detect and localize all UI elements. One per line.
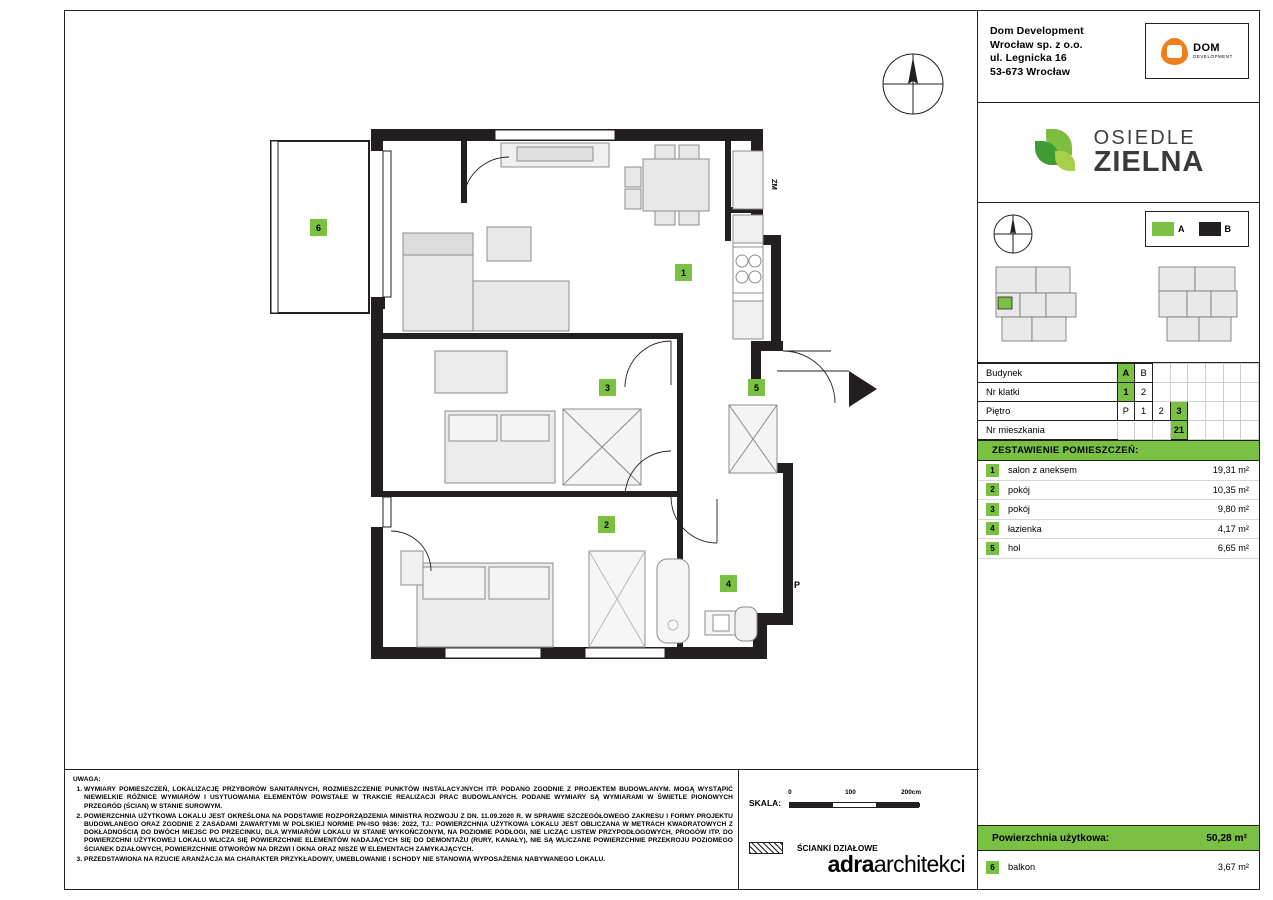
table-row-floor — [978, 402, 1259, 421]
legend-label-a: A — [1178, 224, 1185, 234]
room-number-1: 1 — [986, 464, 999, 477]
scale-row — [749, 789, 937, 814]
cell-apartment-number[interactable]: 21 — [1170, 421, 1188, 440]
key-plan-block — [978, 203, 1259, 363]
partition-wall-label: ŚCIANKI DZIAŁOWE — [797, 843, 878, 853]
note-item-2: 2. POWIERZCHNIA UŻYTKOWA LOKALU JEST OKREŚLONA NA PODSTAWIE ROZPORZĄDZENIA MINISTRA ROZWOJU Z DN. 11.09.2020 R. W SPRAWIE SZCZEGÓŁOWEGO ZAKRESU I FORMY PROJEKTU BUDOWLANEGO ORAZ ZGODNIE Z ZASADAMI ZAWARTYMI W POLSKIEJ NORMIE PN-ISO 9836: 2022, TJ.: POWIERZCHNIA UŻYTKOWA LOKALU JEST OBLICZANA W METRACH KWADRATOWYCH Z DOKŁADNOŚCIĄ DO DWÓCH MIEJSC PO PRZECINKU, DLA WYMIARÓW LOKALU W STANIE WYKOŃCZONYM, NA POZIOMIE PODŁOGI, NIE LICZĄC LISTEW PRZYPODŁOGOWYCH, PROGÓW ITP. DO POWIERZCHNI UŻYTKOWEJ LOKALU WLICZA SIĘ POWIERZCHNIE ELEMENTÓW NADAJĄCYCH SIĘ DO DEMONTAŻU (RURY, KANAŁY), NIE SĄ WLICZANE POWIERZCHNIE PRZEKROJU POZIOMEGO ŚCIANEK DZIAŁOWYCH, POWIERZCHNIE OTWORÓW NA DRZWI I OKNA ORAZ NISZE W ELEMENTACH ZAMYKAJĄCYCH. — [84, 813, 733, 854]
room-name-4: łazienka — [1008, 523, 1042, 534]
leaf-icon — [1033, 127, 1085, 179]
room-tag-1: 1 — [675, 264, 692, 281]
cell-building-a[interactable]: A — [1117, 364, 1135, 383]
rooms-table-header: ZESTAWIENIE POMIESZCZEŃ: — [978, 441, 1259, 461]
scale-and-legend — [738, 770, 979, 890]
dom-logo-text: DOM — [1193, 41, 1220, 54]
scale-ruler — [788, 789, 937, 814]
room-row-2 — [978, 481, 1259, 501]
room-area-1: 19,31 m² — [1212, 465, 1249, 476]
row-label-apartment: Nr mieszkania — [978, 421, 1117, 440]
note-item-1: 1. WYMIARY POMIESZCZEŃ, LOKALIZACJĘ PRZYBORÓW SANITARNYCH, ROZMIESZCZENIE PUNKTÓW INSTALACYJNYCH ITP. PODANO ZGODNIE Z PROJEKTEM BUDOWLANYM. MOGĄ WYSTĄPIĆ NIEWIELKIE RÓŻNICE WYMIARÓW I USYTUOWANIA ELEMENTÓW POWSTAŁE W TRAKCIE REALIZACJI PRAC BUDOWLANYCH. PODANE WYMIARY SĄ WYMIARAMI W ŚWIETLE PIONOWYCH PRZEGRÓD (ŚCIAN) W STANIE SUROWYM. — [84, 786, 733, 811]
room-tag-4: 4 — [720, 575, 737, 592]
cell-floor-2[interactable]: 2 — [1152, 402, 1170, 421]
balcony-number: 6 — [986, 861, 999, 874]
room-tag-5: 5 — [748, 379, 765, 396]
cell-staircase-1[interactable]: 1 — [1117, 383, 1135, 402]
total-area-label: Powierzchnia użytkowa: — [992, 832, 1110, 844]
rooms-table — [978, 461, 1259, 559]
info-panel — [977, 11, 1259, 889]
room-number-2: 2 — [986, 483, 999, 496]
total-area-bar — [978, 825, 1259, 851]
room-row-4 — [978, 520, 1259, 540]
room-tag-3: 3 — [599, 379, 616, 396]
cell-floor-3[interactable]: 3 — [1170, 402, 1188, 421]
scale-tick-100: 100 — [845, 789, 856, 796]
compass-rose-icon — [880, 51, 946, 117]
row-label-floor: Piętro — [978, 402, 1117, 421]
balcony-area: 3,67 m² — [1217, 862, 1249, 872]
room-row-3 — [978, 500, 1259, 520]
room-name-5: hol — [1008, 543, 1021, 554]
scale-tick-0: 0 — [788, 789, 792, 796]
room-name-2: pokój — [1008, 484, 1030, 495]
legend-label-b: B — [1224, 224, 1231, 234]
developer-block — [978, 11, 1259, 103]
room-area-4: 4,17 m² — [1217, 523, 1249, 534]
room-tag-6-balcony: 6 — [310, 219, 327, 236]
dom-logo-mark-icon — [1161, 38, 1188, 65]
developer-name: Dom Development — [990, 25, 1084, 37]
estate-name-line1: OSIEDLE — [1093, 126, 1196, 149]
floor-plan-svg — [65, 11, 979, 771]
legend-swatch-b — [1199, 222, 1221, 236]
table-row-apartment — [978, 421, 1259, 440]
developer-line4: 53-673 Wrocław — [990, 65, 1070, 78]
architect-name-part2: architekci — [873, 851, 965, 877]
room-row-1 — [978, 461, 1259, 481]
room-tag-2: 2 — [598, 516, 615, 533]
dishwasher-label: ZM — [770, 179, 779, 190]
legend-swatch-a — [1152, 222, 1174, 236]
table-row-staircase — [978, 383, 1259, 402]
developer-line3: ul. Legnicka 16 — [990, 52, 1067, 65]
room-area-3: 9,80 m² — [1217, 504, 1249, 515]
total-area-value: 50,28 m² — [1206, 832, 1247, 844]
room-number-3: 3 — [986, 503, 999, 516]
note-item-3: 3. PRZEDSTAWIONA NA RZUCIE ARANŻACJA MA CHARAKTER PRZYKŁADOWY, UMEBLOWANIE I SCHODY NIE STANOWIĄ WYPOSAŻENIA NABYWANEGO LOKALU. — [84, 856, 733, 864]
room-number-5: 5 — [986, 542, 999, 555]
room-number-4: 4 — [986, 522, 999, 535]
drawing-sheet — [64, 10, 1260, 890]
dom-development-logo — [1145, 23, 1249, 79]
table-row-building — [978, 364, 1259, 383]
architect-logo — [828, 851, 965, 878]
row-label-staircase: Nr klatki — [978, 383, 1117, 402]
architect-name-part1: adra — [827, 851, 874, 877]
apartment-location-table — [978, 363, 1259, 441]
notes-bar — [65, 769, 979, 889]
scale-tick-200: 200cm — [901, 789, 922, 796]
notes-block — [73, 776, 733, 866]
dom-logo-subtext: DEVELOPMENT — [1193, 53, 1233, 59]
key-plan-compass-icon — [992, 213, 1034, 255]
balcony-name: balkon — [1008, 862, 1036, 872]
key-plan-building-a[interactable] — [992, 261, 1088, 347]
partition-wall-swatch — [749, 842, 783, 854]
cell-floor-p[interactable]: P — [1117, 402, 1135, 421]
estate-logo — [978, 103, 1259, 203]
balcony-row — [978, 857, 1259, 877]
room-area-2: 10,35 m² — [1212, 484, 1249, 495]
estate-name-line2: ZIELNA — [1093, 145, 1205, 178]
row-label-building: Budynek — [978, 364, 1117, 383]
room-name-3: pokój — [1008, 504, 1030, 515]
cell-floor-1[interactable]: 1 — [1135, 402, 1153, 421]
cell-building-b[interactable]: B — [1135, 364, 1153, 383]
utility-shaft-label: P — [794, 580, 801, 590]
room-area-5: 6,65 m² — [1217, 543, 1249, 554]
key-plan-building-b[interactable] — [1153, 261, 1249, 347]
building-legend — [1145, 211, 1249, 247]
room-name-1: salon z aneksem — [1008, 465, 1077, 476]
room-row-5 — [978, 539, 1259, 559]
notes-title: UWAGA: — [73, 776, 101, 783]
scale-label: SKALA: — [749, 798, 782, 808]
cell-staircase-2[interactable]: 2 — [1135, 383, 1153, 402]
developer-line2: Wrocław sp. z o.o. — [990, 38, 1083, 51]
floor-plan-area — [65, 11, 979, 771]
